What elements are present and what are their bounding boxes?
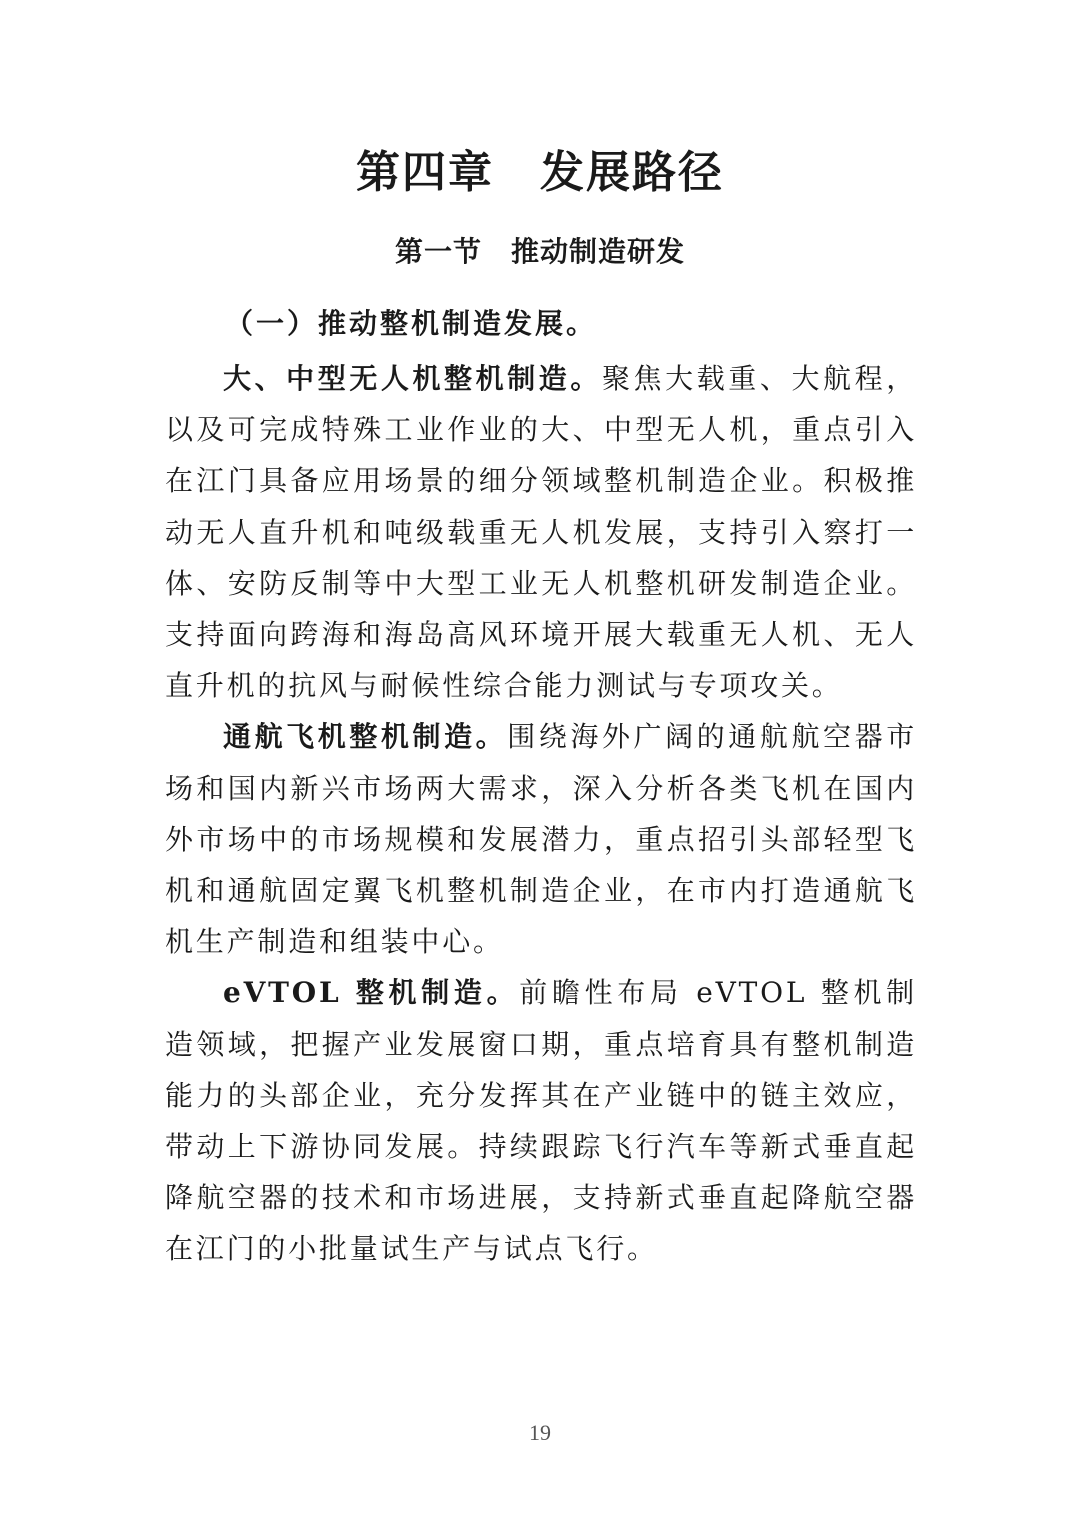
paragraph-lead: 通航飞机整机制造。 [223, 720, 508, 754]
page-number: 19 [529, 1420, 551, 1445]
paragraph-text: 前瞻性布局 eVTOL 整机制造领域，把握产业发展窗口期，重点培育具有整机制造能力的头部企业，充分发挥其在产业链中的链主效应，带动上下游协同发展。持续跟踪飞行汽车等新式垂直起降航空器的技术和市场进展，支持新式垂直起降航空器在江门的小批量试生产与试点飞行。 [165, 976, 917, 1266]
paragraph-large-drone [165, 353, 917, 711]
document-body [165, 300, 917, 1275]
paragraph-evtol [165, 967, 917, 1274]
paragraph-lead: eVTOL 整机制造。 [223, 976, 520, 1010]
paragraph-general-aviation [165, 711, 917, 967]
paragraph-text: 围绕海外广阔的通航航空器市场和国内新兴市场两大需求，深入分析各类飞机在国内外市场中的市场规模和发展潜力，重点招引头部轻型飞机和通航固定翼飞机整机制造企业，在市内打造通航飞机生产制造和组装中心。 [165, 720, 918, 959]
paragraph-lead: 大、中型无人机整机制造。 [223, 362, 602, 395]
subsection-heading: （一）推动整机制造发展。 [225, 307, 598, 340]
chapter-title: 第四章 发展路径 [356, 147, 724, 198]
section-title: 第一节 推动制造研发 [394, 235, 685, 268]
paragraph-text: 聚焦大载重、大航程，以及可完成特殊工业作业的大、中型无人机，重点引入在江门具备应用场景的细分领域整机制造企业。积极推动无人直升机和吨级载重无人机发展，支持引入察打一体、安防反制等中大型工业无人机整机研发制造企业。支持面向跨海和海岛高风环境开展大载重无人机、无人直升机的抗风与耐候性综合能力测试与专项攻关。 [165, 362, 917, 703]
